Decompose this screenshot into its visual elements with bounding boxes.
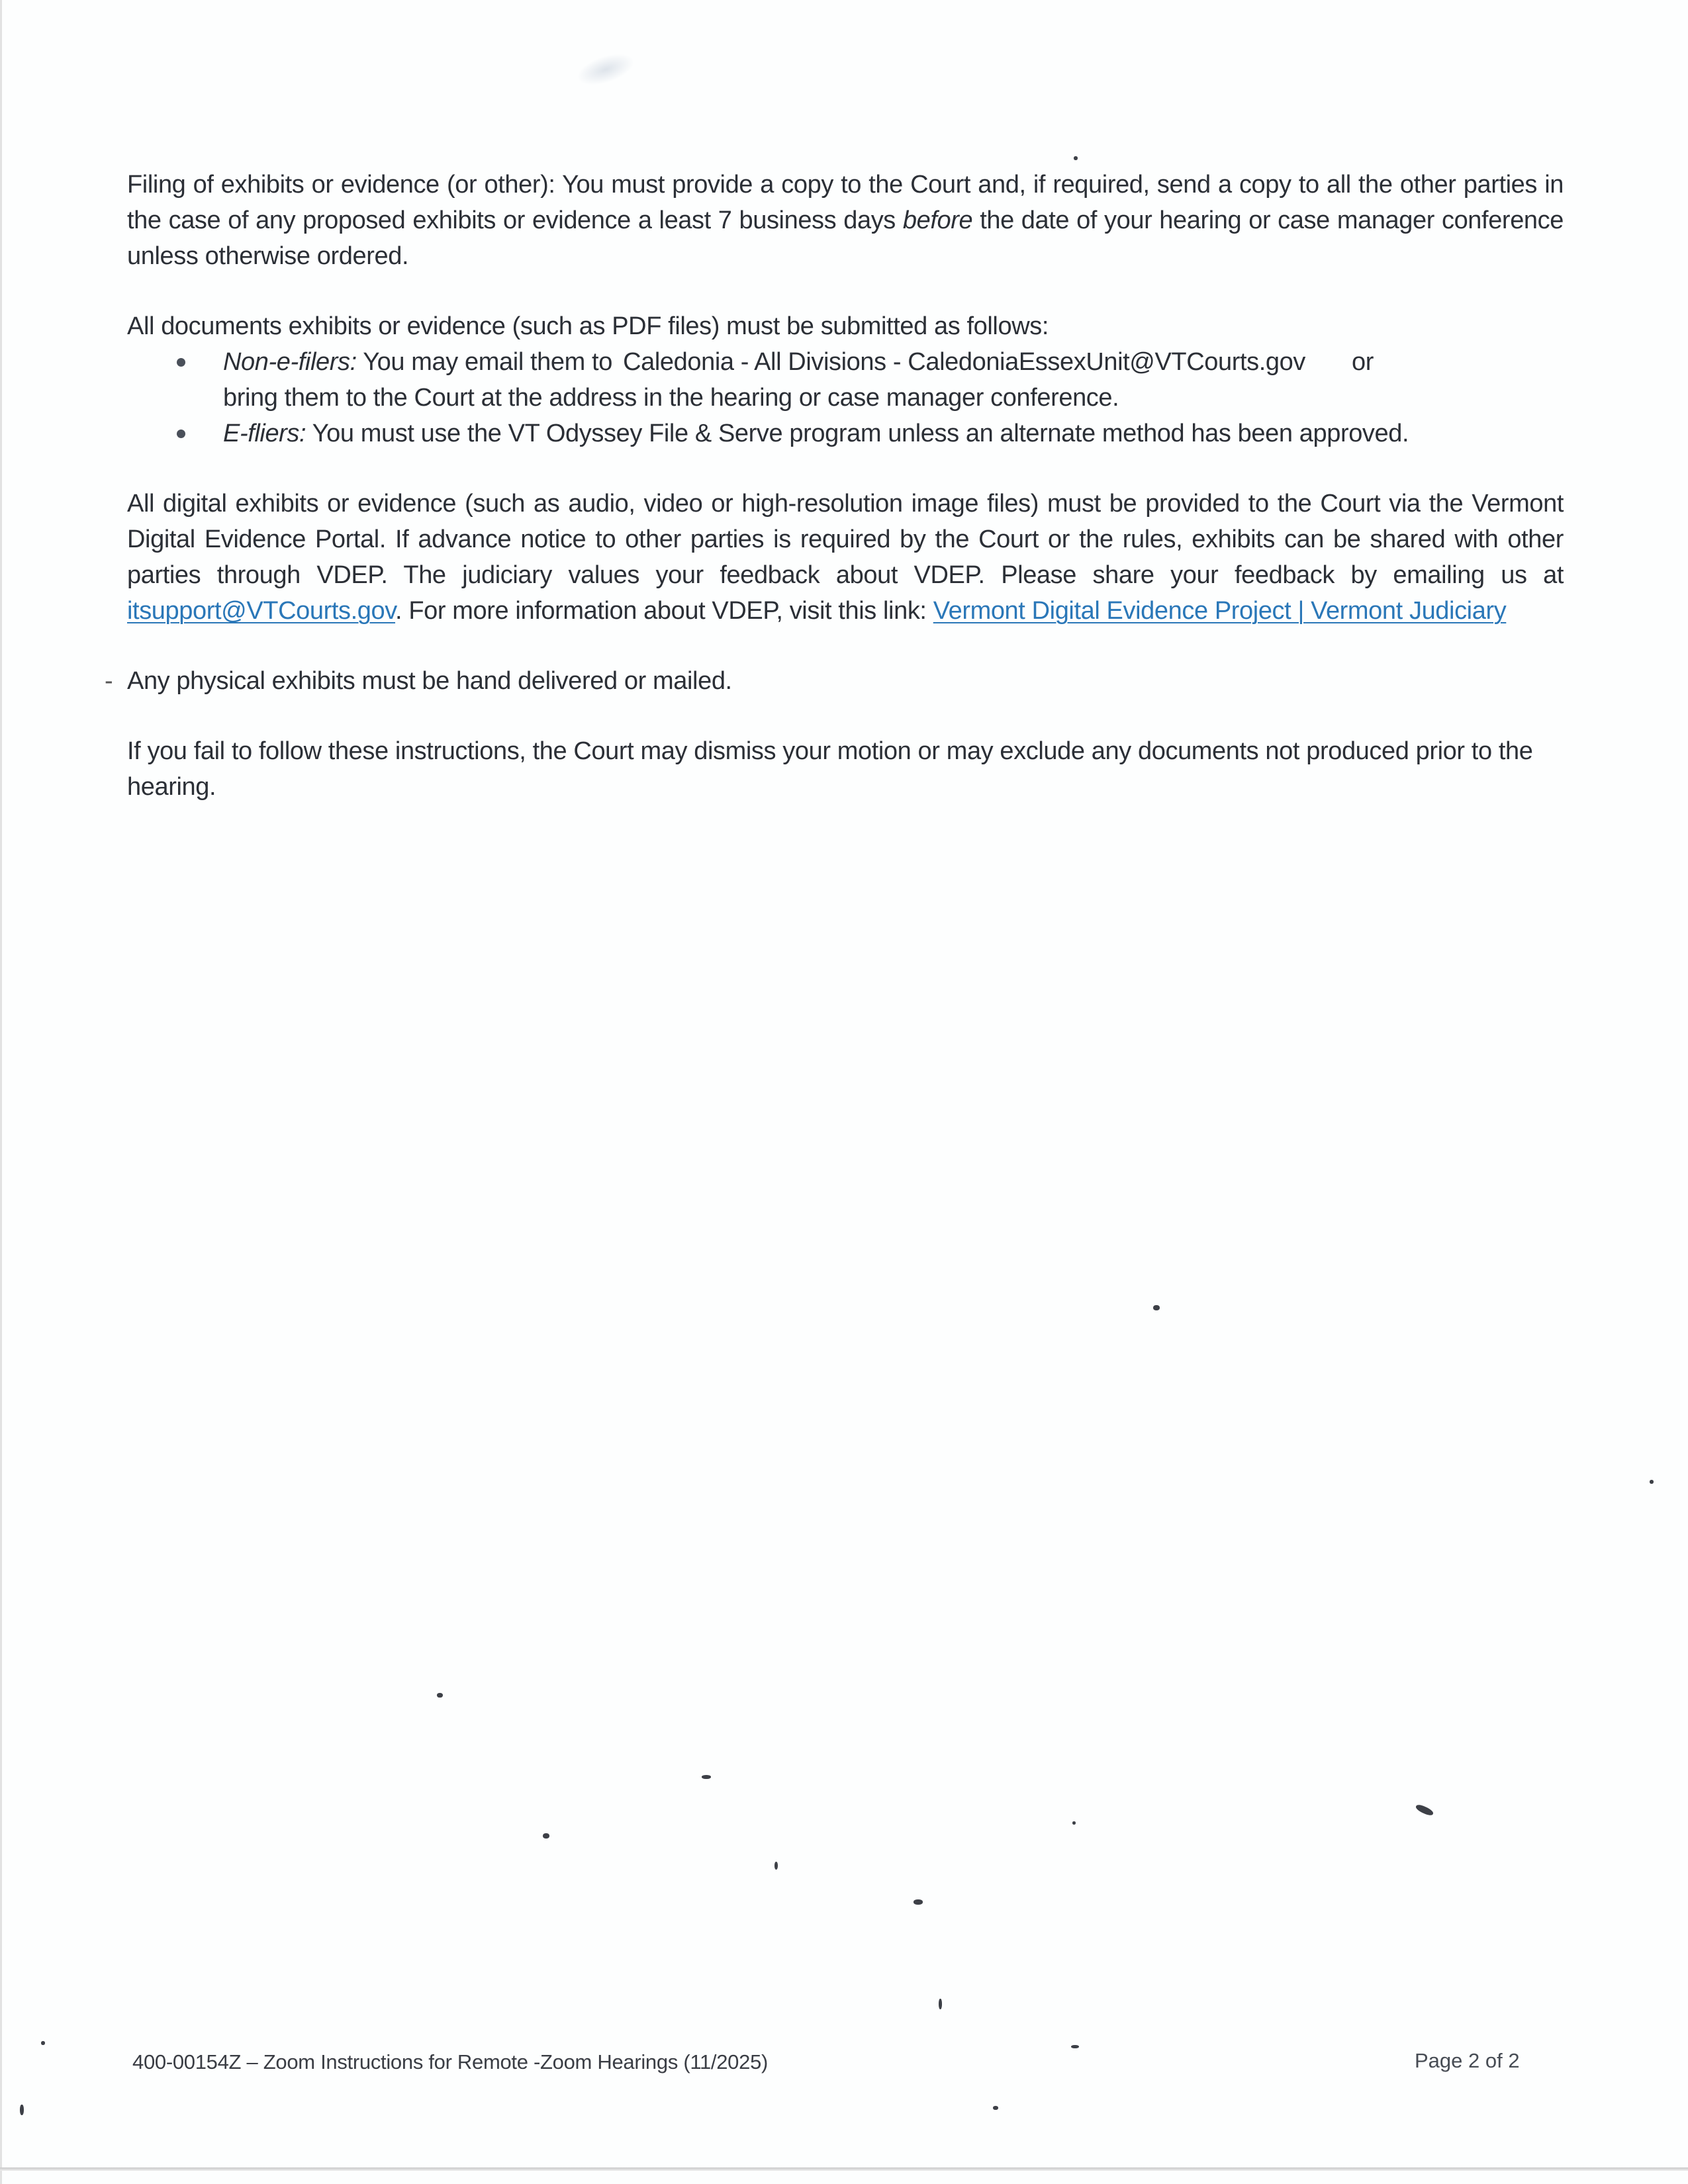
or-word: or (1351, 348, 1374, 376)
failure-warning-paragraph (127, 733, 1564, 805)
exhibit-filing-emphasis: before (902, 206, 973, 234)
scan-speck (1415, 1803, 1434, 1817)
non-e-filers-text: You may email them to (356, 348, 620, 376)
submission-intro: All documents exhibits or evidence (such as PDF files) must be submitted as follows: (127, 312, 1049, 340)
scan-left-edge (0, 0, 2, 2184)
scan-bottom-edge (0, 2167, 1688, 2171)
list-item-non-e-filers (127, 344, 1564, 416)
scan-speck (914, 1899, 923, 1905)
scan-smudge (573, 48, 638, 91)
scan-mark: - (105, 667, 113, 695)
footer-page-number: Page 2 of 2 (1415, 2049, 1520, 2072)
scan-speck (939, 1999, 942, 2009)
scan-speck (1650, 1480, 1654, 1484)
list-item-e-filers (127, 416, 1564, 451)
scan-speck (993, 2106, 998, 2110)
scan-speck (20, 2105, 24, 2115)
digital-exhibits-paragraph (127, 486, 1564, 629)
exhibit-filing-text-2: the date of your hearing or case manager conference unless otherwise ordered. (127, 206, 1564, 270)
scan-speck (543, 1833, 549, 1839)
non-e-filers-label: Non-e-filers: (223, 348, 357, 376)
bullet-icon (177, 430, 185, 438)
scan-speck (1074, 156, 1078, 160)
submission-methods-list (127, 344, 1564, 451)
scan-speck (437, 1693, 443, 1698)
e-filers-text: You must use the VT Odyssey File & Serve program unless an alternate method has been approved. (306, 420, 1409, 447)
footer-form-title: 400-00154Z – Zoom Instructions for Remote -Zoom Hearings (11/2025) (132, 2050, 769, 2073)
physical-exhibits-paragraph (105, 663, 1564, 699)
scan-speck (1072, 1821, 1076, 1825)
exhibit-filing-text-1: Filing of exhibits or evidence (or other): You must provide a copy to the Court and, if required, send a copy to all the other parties in the case of any proposed exhibits or evidence a least 7 business days (127, 171, 1564, 234)
digital-exhibits-text-1: All digital exhibits or evidence (such as audio, video or high-resolution image files) must be provided to the Court via the Vermont Digital Evidence Portal. If advance notice to other parties is required by the Court or the rules, exhibits can be shared with other parties through VDEP. The judiciary values your feedback about VDEP. Please share your feedback by emailing us at (127, 490, 1564, 589)
bullet-icon (177, 358, 185, 367)
scan-speck (702, 1775, 711, 1779)
itsupport-email-link[interactable]: itsupport@VTCourts.gov (127, 597, 396, 625)
scan-speck (1153, 1305, 1160, 1310)
failure-warning-text: If you fail to follow these instructions, the Court may dismiss your motion or may exclude any documents not produced prior to the hearing. (127, 737, 1533, 801)
document-body (105, 167, 1564, 839)
vdep-info-link[interactable]: Vermont Digital Evidence Project | Vermont Judiciary (933, 597, 1507, 625)
scan-speck (41, 2041, 45, 2045)
court-email-address: Caledonia - All Divisions - CaledoniaEssexUnit@VTCourts.gov (623, 348, 1305, 376)
scan-speck (774, 1862, 778, 1870)
digital-exhibits-text-2: . For more information about VDEP, visit this link: (395, 597, 933, 625)
exhibit-filing-paragraph (127, 167, 1564, 274)
e-filers-label: E-fliers: (223, 420, 306, 447)
scan-speck (1071, 2045, 1079, 2048)
non-e-filers-text-continued: bring them to the Court at the address in the hearing or case manager conference. (223, 384, 1119, 412)
physical-exhibits-text: Any physical exhibits must be hand delivered or mailed. (127, 667, 732, 695)
